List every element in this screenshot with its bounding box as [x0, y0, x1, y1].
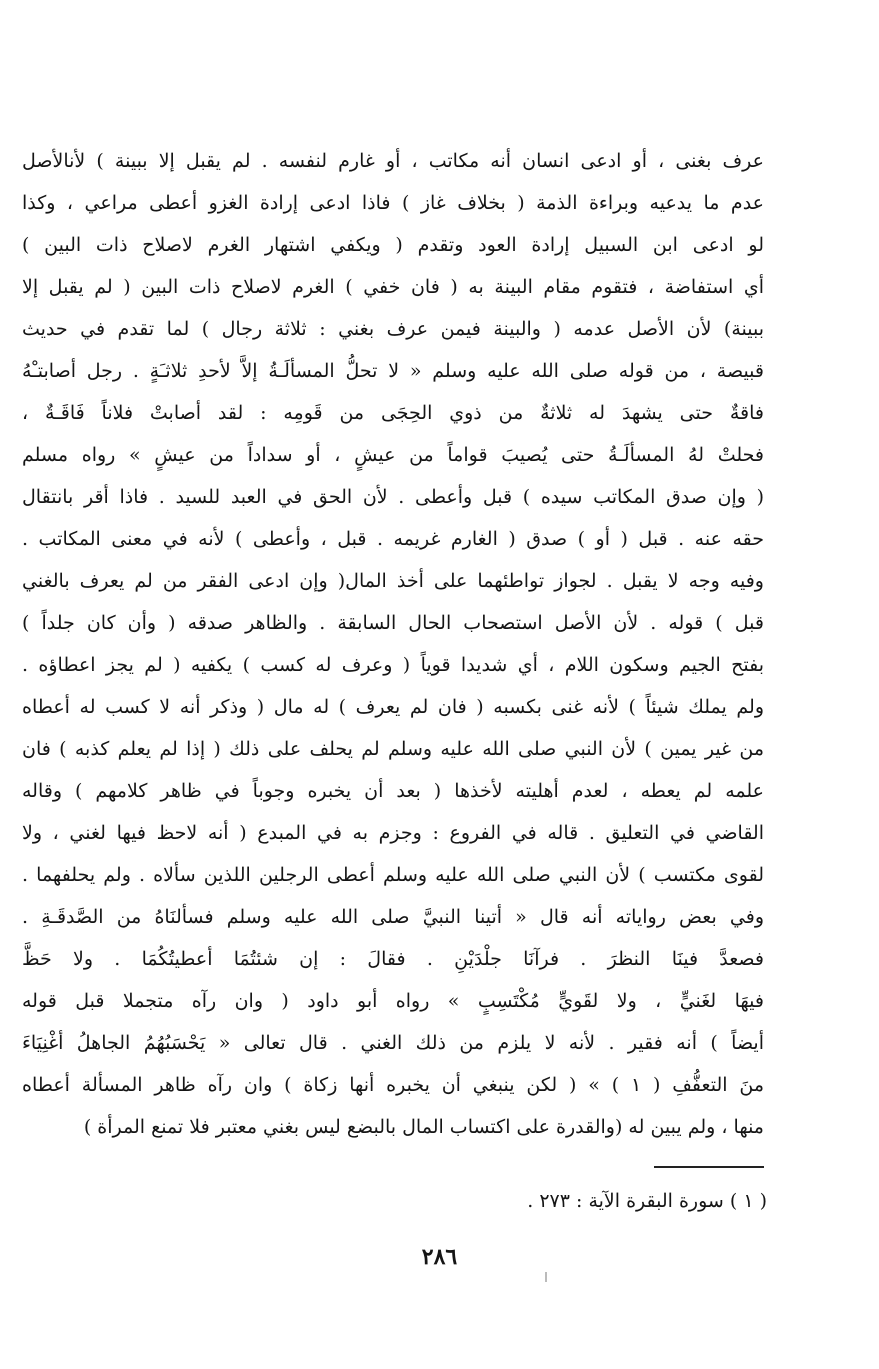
page-number: ٢٨٦ [421, 1244, 458, 1270]
text-line: عرف بغنى ، أو ادعى انسان أنه مكاتب ، أو غارم لنفسه . لم يقبل إلا ببينة ) لأنالأصل [22, 150, 764, 172]
text-line: لو ادعى ابن السبيل إرادة العود وتقدم ( ويكفي اشتهار الغرم لاصلاح ذات البين ) [22, 234, 764, 256]
text-line: من غير يمين ) لأن النبي صلى الله عليه وسلم لم يحلف على ذلك ( إذا لم يعلم كذبه ) فان [22, 738, 764, 760]
text-line: ( وإن صدق المكاتب سيده ) قبل وأعطى . لأن الحق في العبد للسيد . فاذا أقر بانتقال [22, 486, 764, 508]
footnote: ( ١ ) سورة البقرة الآية : ٢٧٣ . [527, 1190, 767, 1212]
text-line: فاقةٌ حتى يشهدَ له ثلاثةٌ من ذوي الحِجَى من قَومِه : لقد أصابتْ فلاناً فَاقَـةٌ ، [22, 402, 764, 424]
footnote-divider [654, 1166, 764, 1168]
text-line: ولم يملك شيئاً ) لأنه غنى بكسبه ( فان لم يعرف ) له مال ( وذكر أنه لا كسب له أعطاه [22, 696, 764, 718]
text-line: فصعدَّ فينَا النظرَ . فرآنَا جلْدَيْنِ . فقالَ : إن شئتُمَا أعطيتُكُمَا . ولا حَظَّ [22, 948, 764, 970]
text-line: عدم ما يدعيه وبراءة الذمة ( بخلاف غاز ) فاذا ادعى إرادة الغزو أعطى مراعي ، وكذا [22, 192, 764, 214]
text-line: بفتح الجيم وسكون اللام ، أي شديدا قوياً ( وعرف له كسب ) يكفيه ( لم يجز اعطاؤه . [22, 654, 764, 676]
text-line: أيضاً ) أنه فقير . لأنه لا يلزم من ذلك الغني . قال تعالى « يَحْسَبُهُمُ الجاهلُ أغْنِيَاءَ [22, 1032, 764, 1054]
scan-speck [545, 1272, 547, 1282]
main-text-block [22, 140, 764, 1148]
text-line: قبل ) قوله . لأن الأصل استصحاب الحال السابقة . والظاهر صدقه ( وأن كان جلداً ) [22, 612, 764, 634]
text-line: قبيصة ، من قوله صلى الله عليه وسلم « لا تحلُّ المسألَـةُ إلاَّ لأحدِ ثلاثـَةٍ . رجل أصابتـْهُ [22, 360, 764, 382]
text-line: فيهَا لغَنيٍّ ، ولا لقَويٍّ مُكْتَسِبٍ » رواه أبو داود ( وان رآه متجملا قبل قوله [22, 990, 764, 1012]
text-line: علمه لم يعطه ، لعدم أهليته لأخذها ( بعد أن يخبره وجوباً في ظاهر كلامهم ) وقاله [22, 780, 764, 802]
text-line: منها ، ولم يبين له (والقدرة على اكتساب المال بالبضع ليس بغني معتبر فلا تمنع المرأة ) [83, 1116, 764, 1138]
text-line: وفي بعض رواياته أنه قال « أتينا النبيَّ صلى الله عليه وسلم فسألنَاهُ من الصَّدقَـةِ . [22, 906, 764, 928]
text-line: ببينة) لأن الأصل عدمه ( والبينة فيمن عرف بغني : ثلاثة رجال ) لما تقدم في حديث [22, 318, 764, 340]
text-line: حقه عنه . قبل ( أو ) صدق ( الغارم غريمه . قبل ، وأعطى ) لأنه في معنى المكاتب . [22, 528, 764, 550]
text-line: فحلتْ لهُ المسألَـةُ حتى يُصيبَ قواماً من عيشٍ ، أو سداداً من عيشٍ » رواه مسلم [22, 444, 764, 466]
text-line: وفيه وجه لا يقبل . لجواز تواطئهما على أخذ المال( وإن ادعى الفقر من لم يعرف بالغني [22, 570, 764, 592]
text-line: القاضي في التعليق . قاله في الفروع : وجزم به في المبدع ( أنه لاحظ فيها لغني ، ولا [22, 822, 764, 844]
text-line: أي استفاضة ، فتقوم مقام البينة به ( فان خفي ) الغرم لاصلاح ذات البين ( لم يقبل إلا [22, 276, 764, 298]
text-line: لقوى مكتسب ) لأن النبي صلى الله عليه وسلم أعطى الرجلين اللذين سألاه . ولم يحلفهما . [22, 864, 764, 886]
text-line: منَ التعفُّفِ ( ١ ) » ( لكن ينبغي أن يخبره أنها زكاة ) وان رآه ظاهر المسألة أعطاه [22, 1074, 764, 1096]
